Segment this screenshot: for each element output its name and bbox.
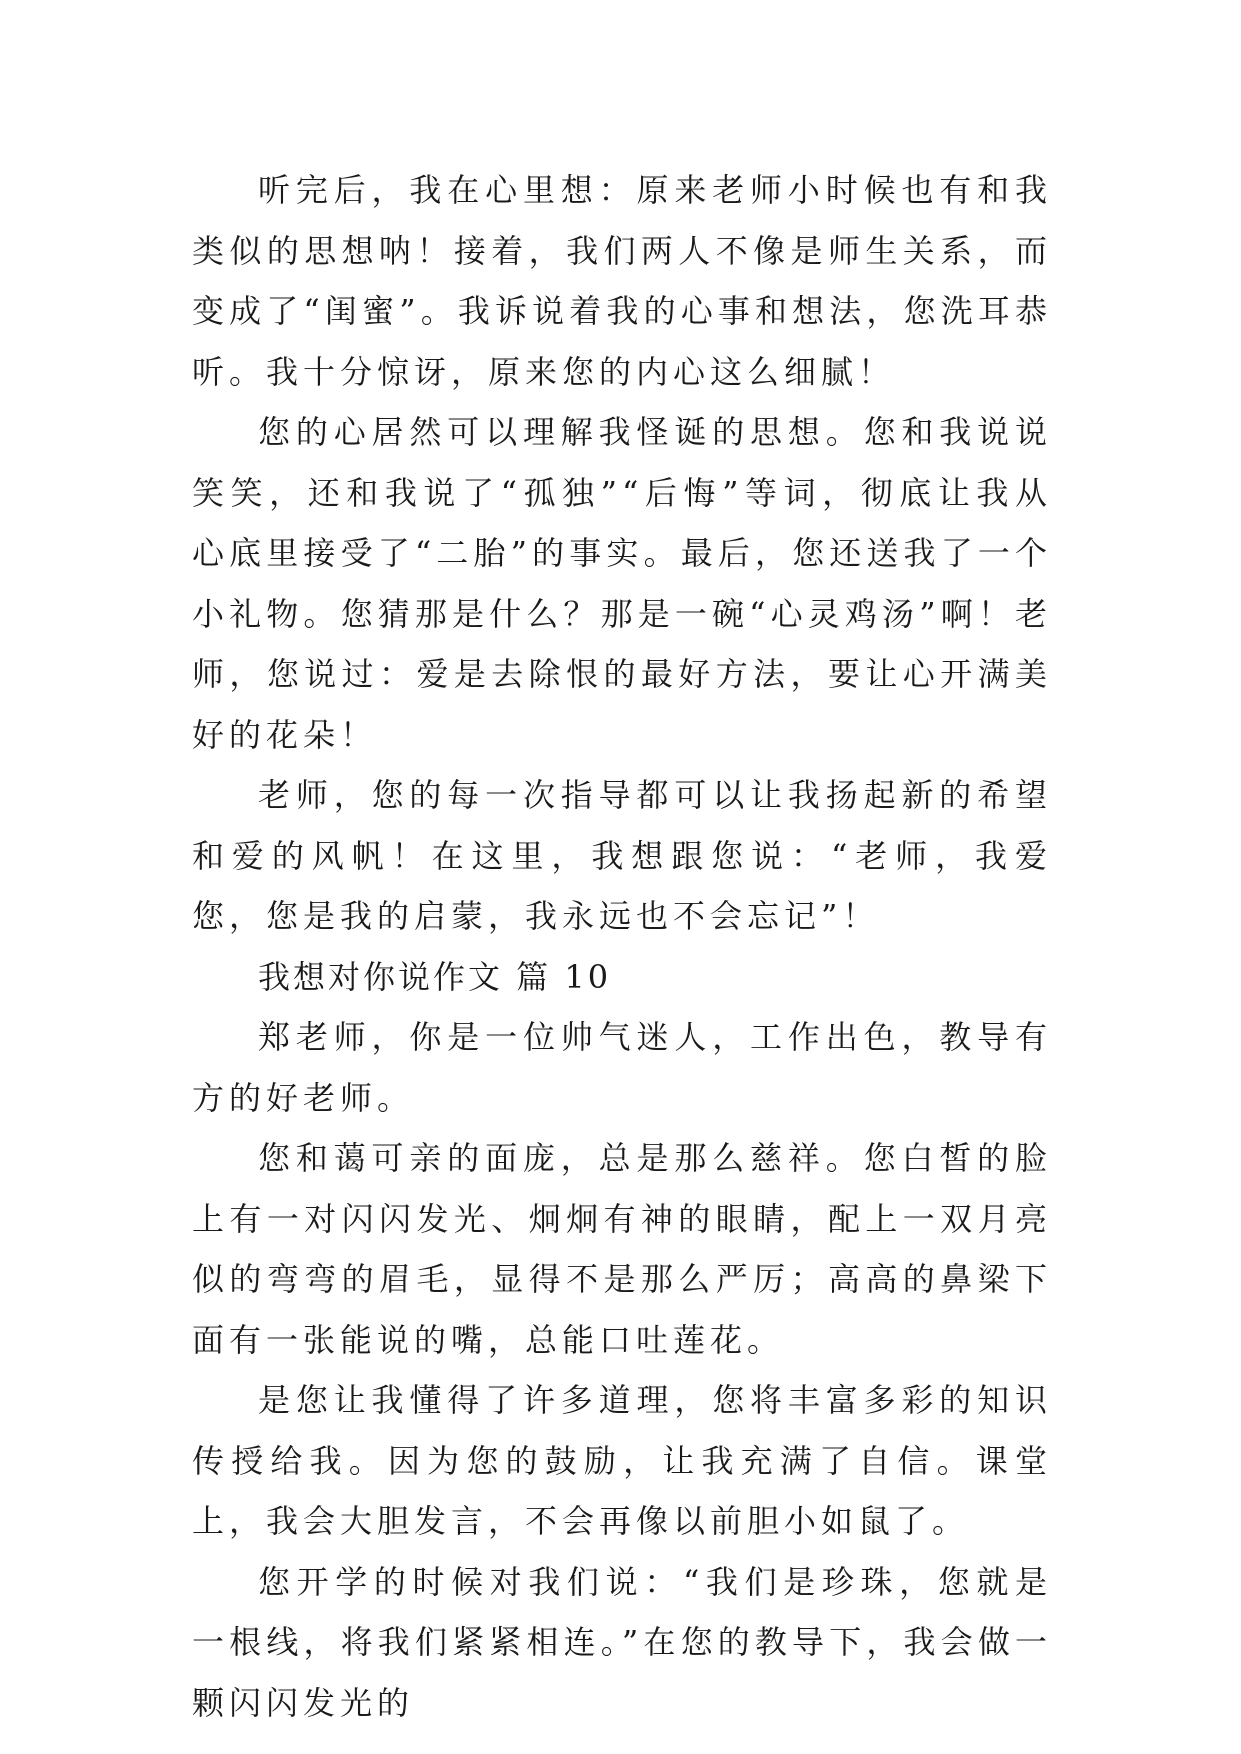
paragraph: 听完后，我在心里想：原来老师小时候也有和我类似的思想呐！接着，我们两人不像是师生关系，而变成了“闺蜜”。我诉说着我的心事和想法，您洗耳恭听。我十分惊讶，原来您的内心这么细腻！ bbox=[192, 171, 1052, 391]
paragraph: 您开学的时候对我们说：“我们是珍珠，您就是一根线，将我们紧紧相连。”在您的教导下，我会做一颗闪闪发光的 bbox=[192, 1562, 1052, 1722]
paragraph: 您的心居然可以理解我怪诞的思想。您和我说说笑笑，还和我说了“孤独”“后悔”等词，彻底让我从心底里接受了“二胎”的事实。最后，您还送我了一个小礼物。您猜那是什么？那是一碗“心灵鸡汤”啊！老师，您说过：爱是去除恨的最好方法，要让心开满美好的花朵！ bbox=[192, 413, 1052, 754]
section-heading: 我想对你说作文 篇 10 bbox=[258, 957, 612, 996]
paragraph: 是您让我懂得了许多道理，您将丰富多彩的知识传授给我。因为您的鼓励，让我充满了自信。课堂上，我会大胆发言，不会再像以前胆小如鼠了。 bbox=[192, 1381, 1052, 1540]
paragraph: 郑老师，你是一位帅气迷人，工作出色，教导有方的好老师。 bbox=[192, 1018, 1052, 1117]
paragraph: 老师，您的每一次指导都可以让我扬起新的希望和爱的风帆！在这里，我想跟您说：“老师，我爱您，您是我的启蒙，我永远也不会忘记”！ bbox=[192, 776, 1052, 935]
paragraph: 您和蔼可亲的面庞，总是那么慈祥。您白皙的脸上有一对闪闪发光、炯炯有神的眼睛，配上一双月亮似的弯弯的眉毛，显得不是那么严厉；高高的鼻梁下面有一张能说的嘴，总能口吐莲花。 bbox=[192, 1139, 1052, 1359]
essay-body bbox=[192, 160, 1052, 1733]
